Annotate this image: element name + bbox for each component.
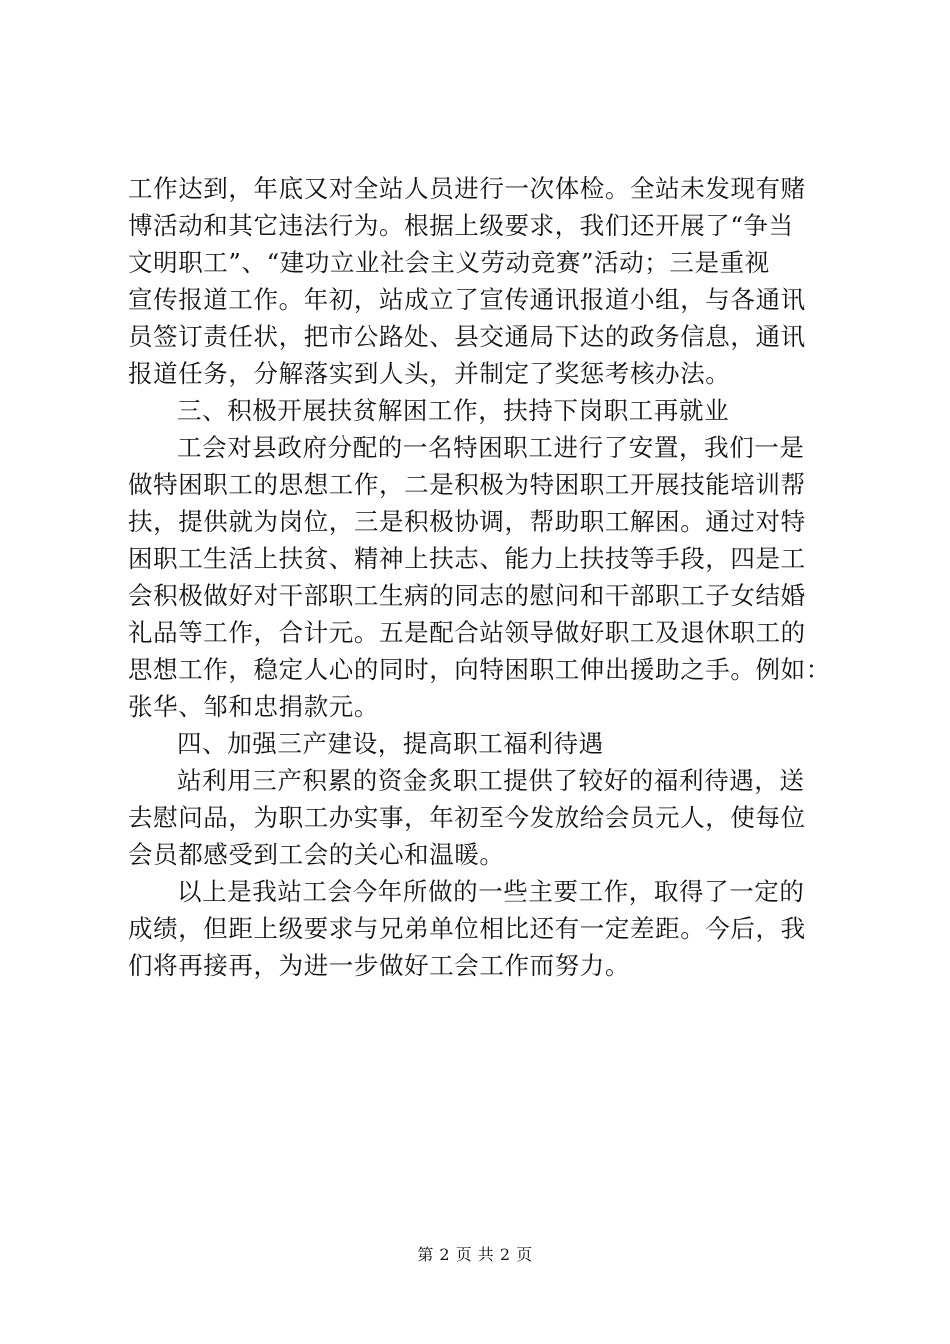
text-line: 做特困职工的思想工作，二是积极为特困职工开展技能培训帮 [128,470,806,499]
page-footer: 第 2 页 共 2 页 [417,1245,533,1264]
section-heading: 三、积极开展扶贫解困工作，扶持下岗职工再就业 [177,396,730,425]
text-line: 扶，提供就为岗位，三是积极协调，帮助职工解困。通过对特 [128,507,806,536]
text-line: 张华、邹和忠捐款元。 [128,692,379,721]
text-line: 们将再接再，为进一步做好工会工作而努力。 [128,951,630,980]
text-line: 会员都感受到工会的关心和温暖。 [128,840,505,869]
text-line: 文明职工”、“建功立业社会主义劳动竞赛”活动；三是重视 [128,248,770,277]
text-line: 以上是我站工会今年所做的一些主要工作，取得了一定的 [177,877,805,906]
text-line: 宣传报道工作。年初，站成立了宣传通讯报道小组，与各通讯 [128,285,806,314]
text-line: 工作达到，年底又对全站人员进行一次体检。全站未发现有赌 [128,174,806,203]
text-line: 站利用三产积累的资金炙职工提供了较好的福利待遇，送 [177,766,805,795]
text-line: 员签订责任状，把市公路处、县交通局下达的政务信息，通讯 [128,322,806,351]
text-line: 会积极做好对干部职工生病的同志的慰问和干部职工子女结婚 [128,581,806,610]
text-line: 工会对县政府分配的一名特困职工进行了安置，我们一是 [177,433,805,462]
text-line: 困职工生活上扶贫、精神上扶志、能力上扶技等手段，四是工 [128,544,806,573]
text-line: 成绩，但距上级要求与兄弟单位相比还有一定差距。今后，我 [128,914,806,943]
document-body [128,170,831,984]
text-line: 报道任务，分解落实到人头，并制定了奖惩考核办法。 [128,359,731,388]
text-line: 去慰问品，为职工办实事，年初至今发放给会员元人，使每位 [128,803,806,832]
section-heading: 四、加强三产建设，提高职工福利待遇 [177,729,604,758]
text-line: 礼品等工作，合计元。五是配合站领导做好职工及退休职工的 [128,618,806,647]
text-line: 博活动和其它违法行为。根据上级要求，我们还开展了“争当 [128,211,794,240]
text-line: 思想工作，稳定人心的同时，向特困职工伸出援助之手。例如： [128,655,831,684]
